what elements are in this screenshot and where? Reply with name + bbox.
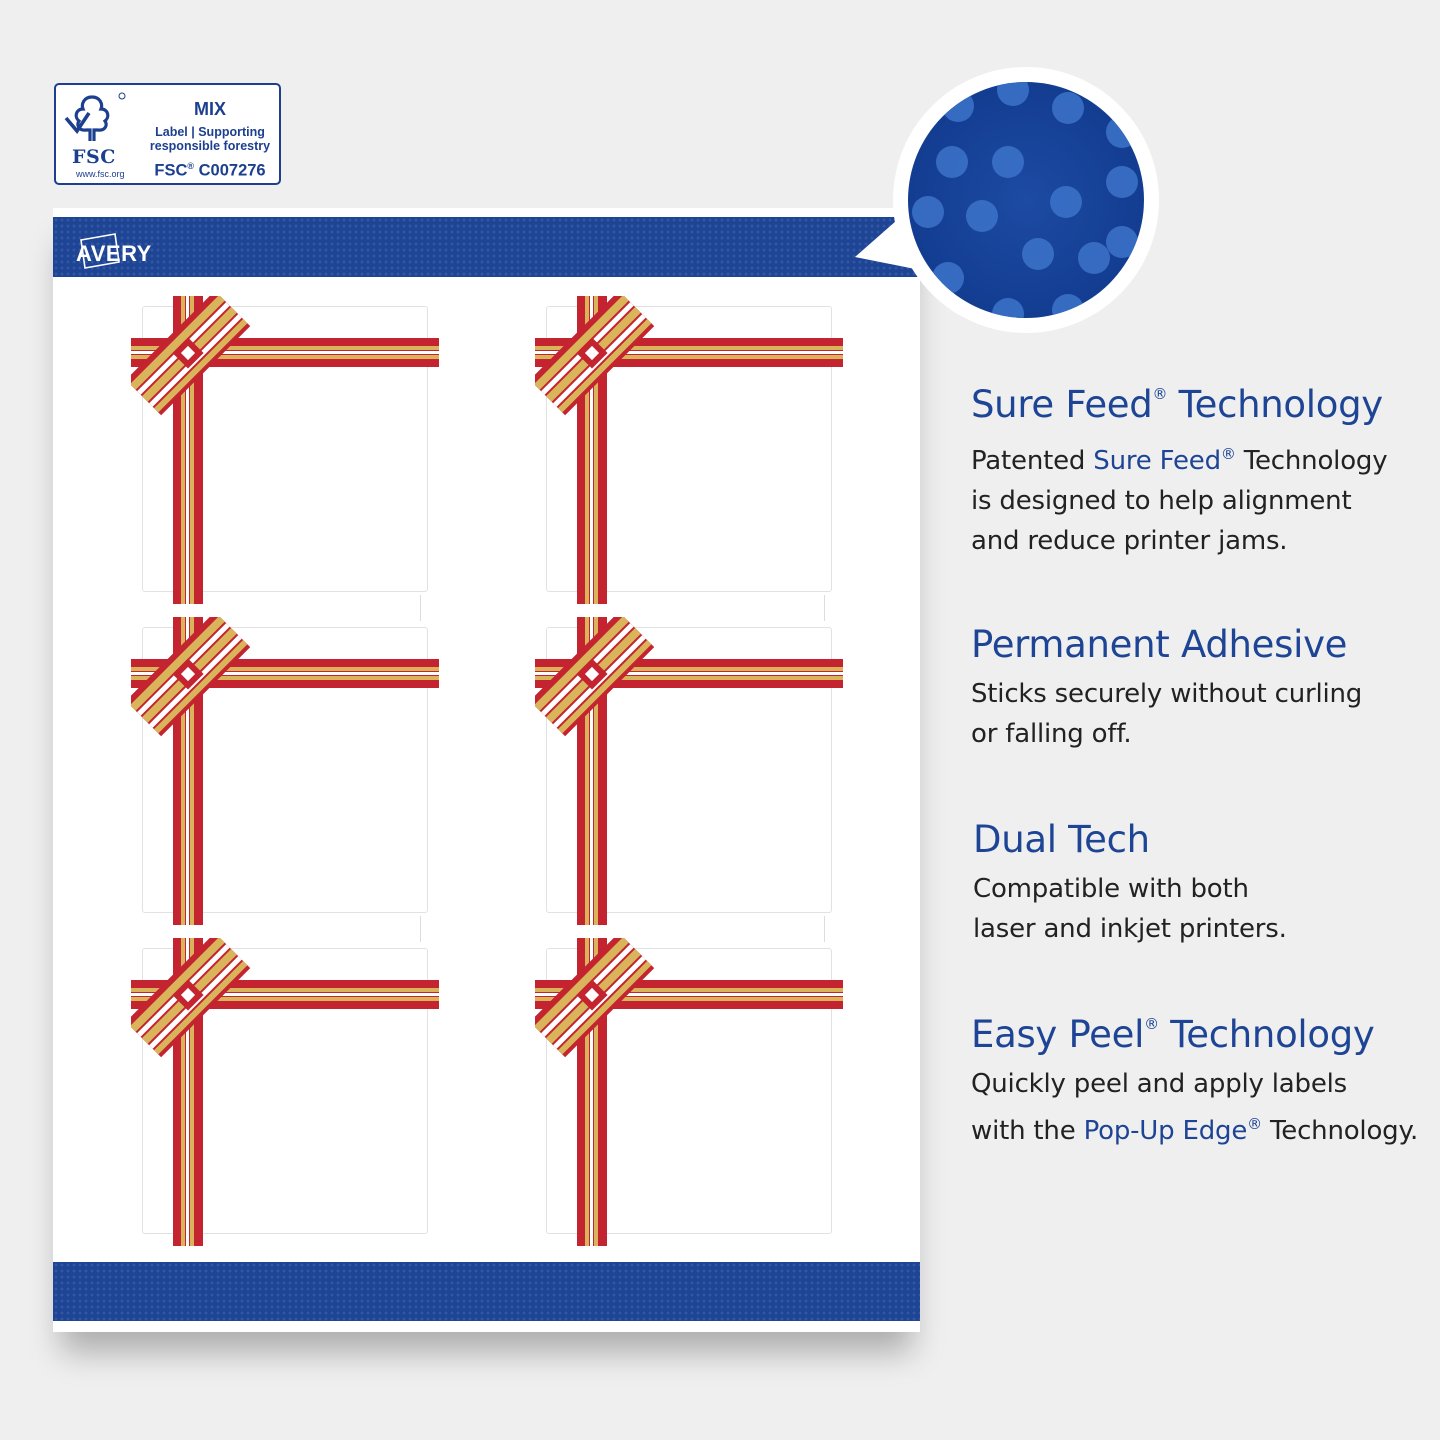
fsc-supporting-line2: responsible forestry <box>149 138 271 153</box>
label-gap-tick <box>824 916 825 942</box>
registered-mark: ® <box>1144 1015 1159 1033</box>
registered-mark: ® <box>1152 385 1168 403</box>
sure-feed-texture-icon <box>908 82 1144 318</box>
feature-title-rest: Technology <box>1167 383 1383 426</box>
feature-title-text: Sure Feed <box>971 383 1153 426</box>
fsc-license-code <box>142 161 278 181</box>
fsc-url: www.fsc.org <box>76 169 125 179</box>
line1-post: Technology <box>1235 446 1388 476</box>
fsc-code-number: C007276 <box>198 161 266 180</box>
label-gap-tick <box>824 595 825 621</box>
fsc-tree-check-icon <box>64 91 128 145</box>
line2-highlight: Pop-Up Edge <box>1083 1116 1248 1146</box>
fsc-registered-mark: ® <box>187 161 195 171</box>
feature-description <box>973 869 1433 949</box>
sheet-footer-band <box>53 1262 920 1321</box>
gift-label <box>546 627 832 913</box>
avery-logo-text: AVERY <box>76 241 152 266</box>
line1: Quickly peel and apply labels <box>971 1069 1347 1099</box>
label-gap-tick <box>420 916 421 942</box>
gift-label <box>142 948 428 1234</box>
feature-sure-feed <box>971 383 1431 561</box>
fsc-supporting-line1: Label | Supporting <box>155 125 265 139</box>
line2: is designed to help alignment <box>971 486 1352 516</box>
feature-easy-peel <box>971 1013 1431 1151</box>
gift-label <box>546 306 832 592</box>
line1-pre: Patented <box>971 446 1094 476</box>
feature-title: Permanent Adhesive <box>971 623 1348 666</box>
feature-description <box>971 434 1431 561</box>
feature-title-text: Easy Peel <box>971 1013 1145 1056</box>
feature-permanent-adhesive <box>971 623 1431 754</box>
feature-title-rest: Technology <box>1158 1013 1375 1056</box>
sheet-header-band <box>53 217 920 277</box>
fsc-code-prefix: FSC <box>154 161 188 180</box>
line2-post: Technology. <box>1261 1116 1419 1146</box>
fsc-supporting-text <box>142 126 278 153</box>
gift-label <box>142 306 428 592</box>
feature-description <box>971 1064 1431 1151</box>
feature-dual-tech <box>973 818 1433 949</box>
feature-title <box>971 1013 1431 1056</box>
magnified-texture-callout <box>893 67 1159 333</box>
line1: Sticks securely without curling <box>971 679 1363 709</box>
line3: and reduce printer jams. <box>971 526 1288 556</box>
label-gap-tick <box>420 595 421 621</box>
registered-mark: ® <box>1247 1115 1262 1133</box>
feature-title: Dual Tech <box>973 818 1150 861</box>
feature-description <box>971 674 1431 754</box>
fsc-certification-badge <box>54 83 281 185</box>
line2: laser and inkjet printers. <box>973 914 1287 944</box>
line1-highlight: Sure Feed <box>1093 446 1221 476</box>
gift-label <box>546 948 832 1234</box>
feature-title <box>971 383 1431 426</box>
line1: Compatible with both <box>973 874 1249 904</box>
registered-mark: ® <box>1220 445 1236 463</box>
fsc-mix-label: MIX <box>193 99 226 119</box>
line2: or falling off. <box>971 719 1132 749</box>
fsc-wordmark: FSC <box>72 146 116 168</box>
gift-label <box>142 627 428 913</box>
line2-pre: with the <box>971 1116 1084 1146</box>
label-sheet <box>53 208 920 1332</box>
